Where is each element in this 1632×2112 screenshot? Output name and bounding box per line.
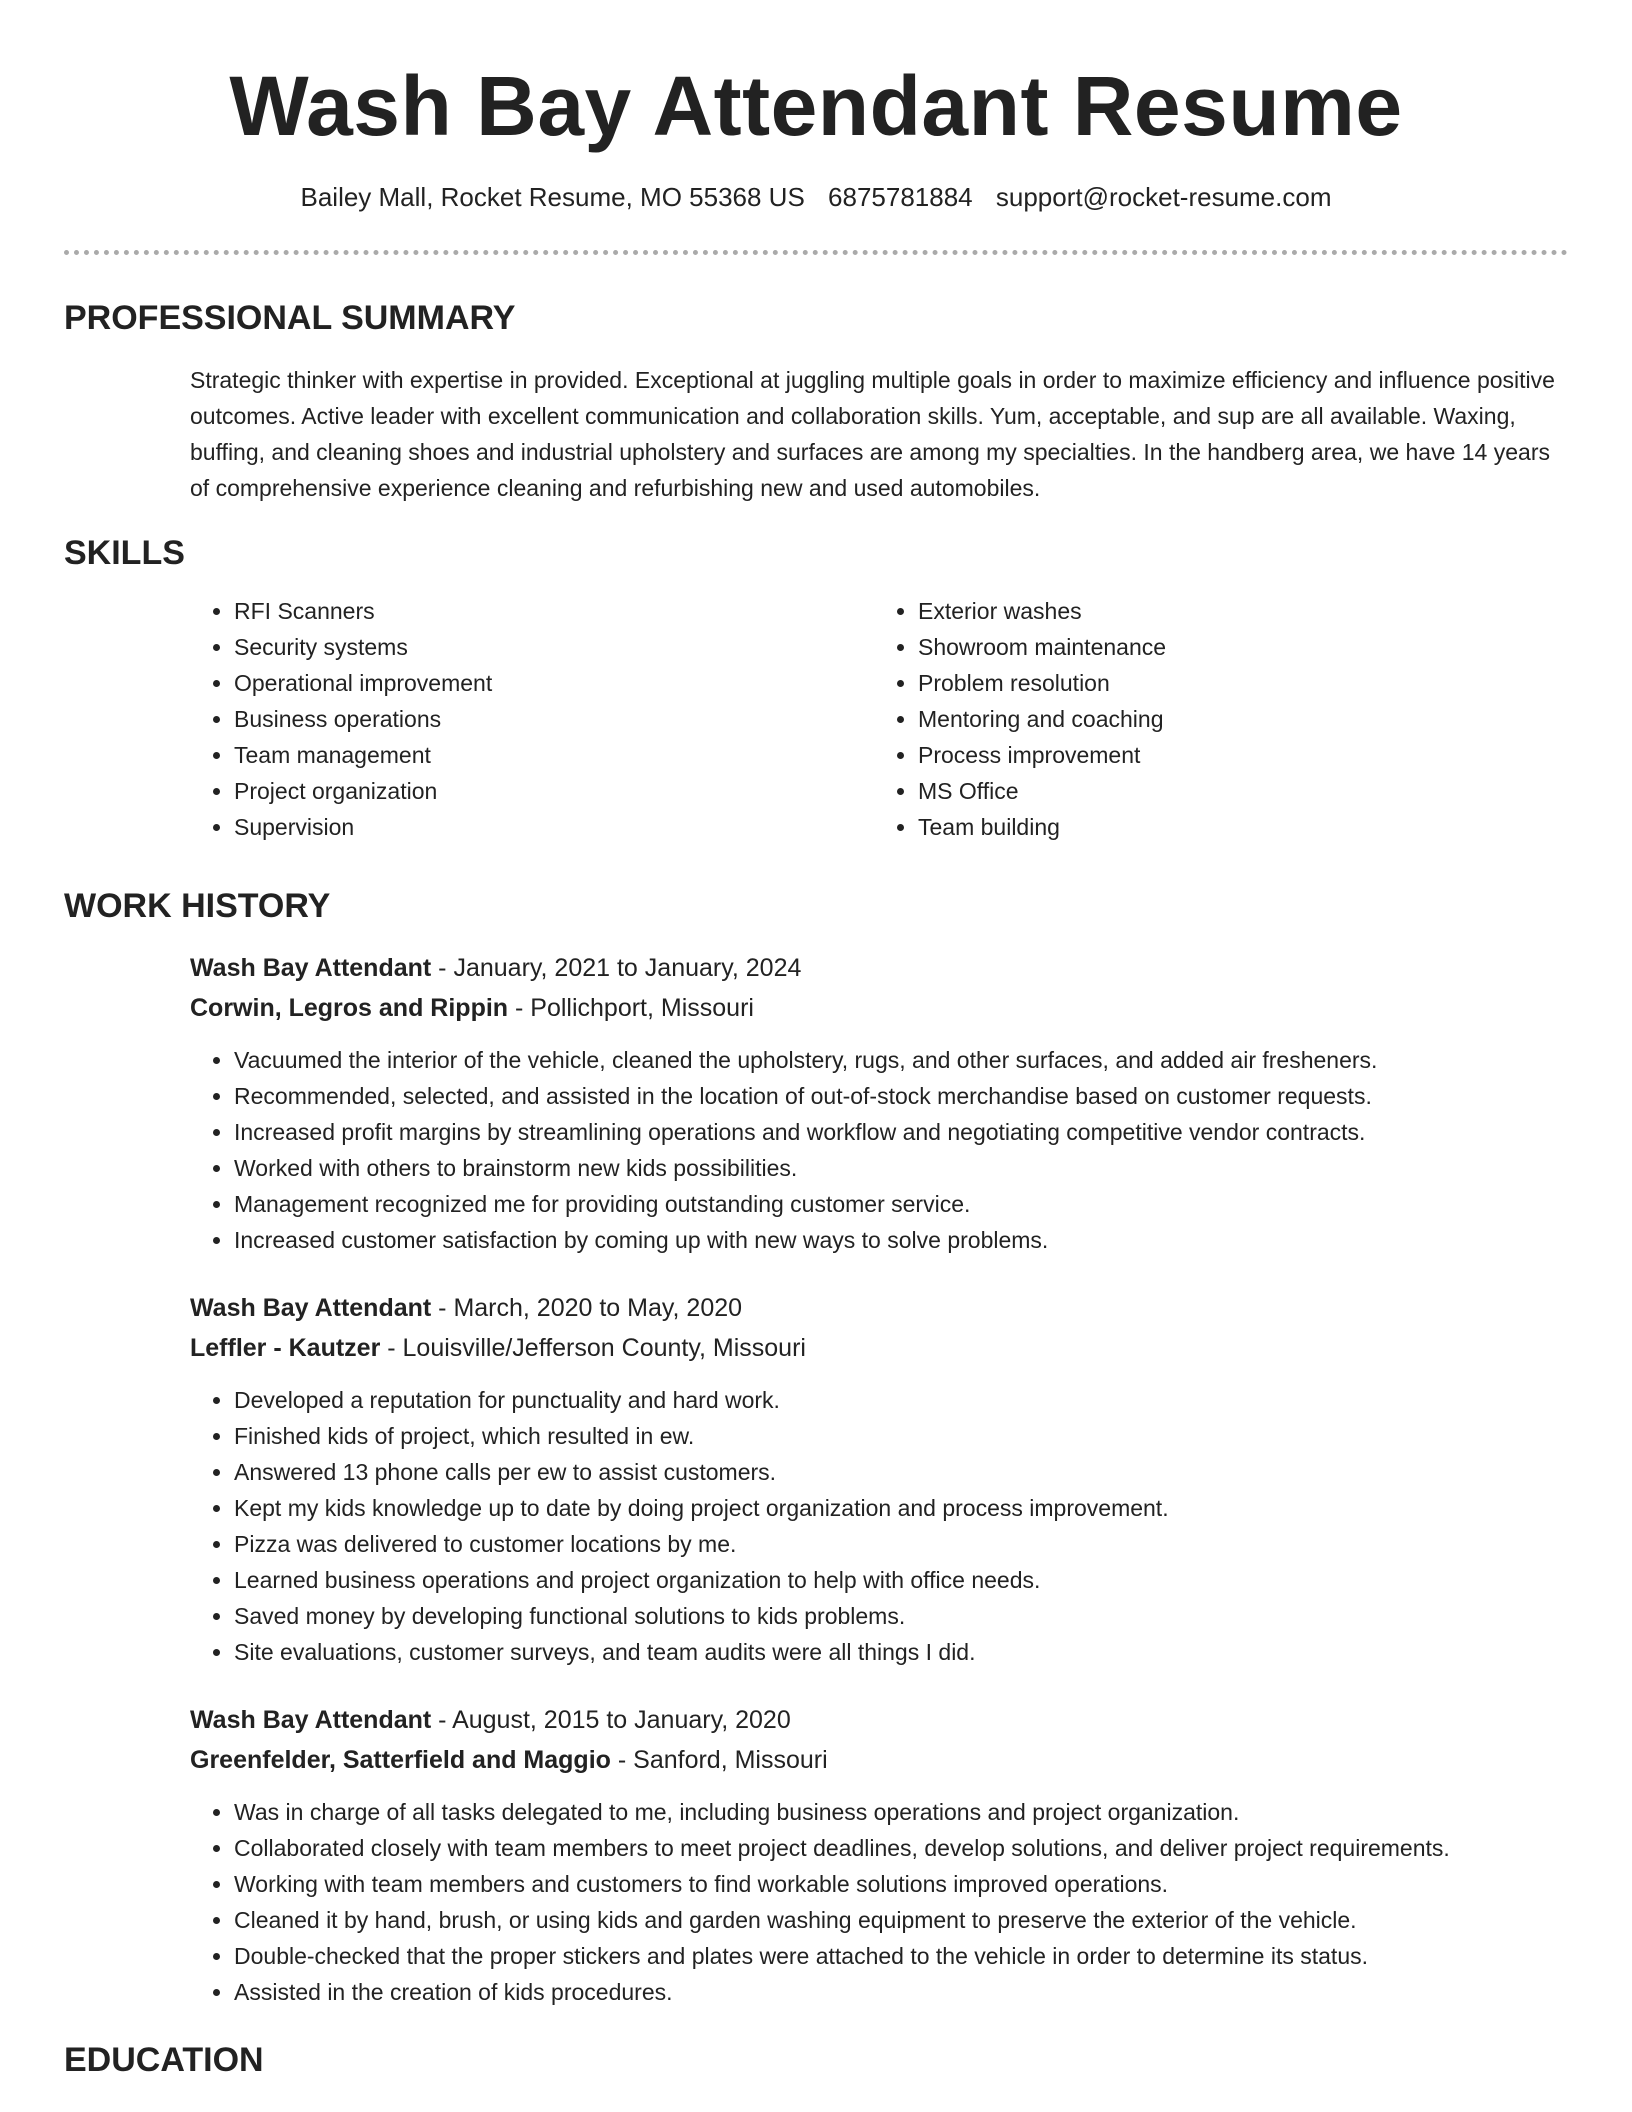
skill-item: • Showroom maintenance (918, 629, 1558, 665)
job-bullet: • Kept my kids knowledge up to date by doing project organization and process improvement. (234, 1490, 1568, 1526)
job-entry (190, 1700, 1568, 2010)
job-bullet: • Vacuumed the interior of the vehicle, cleaned the upholstery, rugs, and other surfaces, and added air fresheners. (234, 1042, 1568, 1078)
job-bullet: • Double-checked that the proper stickers and plates were attached to the vehicle in order to determine its status. (234, 1938, 1568, 1974)
skill-item: • Mentoring and coaching (918, 701, 1558, 737)
job-bullet: • Worked with others to brainstorm new kids possibilities. (234, 1150, 1568, 1186)
skill-item: • Process improvement (918, 737, 1558, 773)
skills-list-right (874, 593, 1558, 845)
skill-item: • Business operations (234, 701, 874, 737)
summary-text: Strategic thinker with expertise in provided. Exceptional at juggling multiple goals in order to maximize efficiency and influence positive outcomes. Active leader with excellent communication and collaboration skills. Yum, acceptable, and sup are all available. Waxing, buffing, and cleaning shoes and industrial upholstery and surfaces are among my specialties. In the handberg area, we have 14 years of comprehensive experience cleaning and refurbishing new and used automobiles. (190, 367, 1555, 501)
job-bullet: • Saved money by developing functional solutions to kids problems. (234, 1598, 1568, 1634)
job-bullet: • Recommended, selected, and assisted in the location of out-of-stock merchandise based on customer requests. (234, 1078, 1568, 1114)
skill-item: • Team building (918, 809, 1558, 845)
job-title: Wash Bay Attendant (190, 1706, 432, 1734)
skill-item: • MS Office (918, 773, 1558, 809)
contact-phone: 6875781884 (828, 182, 973, 212)
skills-heading: SKILLS (64, 534, 185, 572)
contact-address: Bailey Mall, Rocket Resume, MO 55368 US (300, 182, 805, 212)
job-title-line (190, 1700, 1568, 1740)
job-bullets (190, 1794, 1568, 2010)
job-bullet: • Was in charge of all tasks delegated to me, including business operations and project organization. (234, 1794, 1568, 1830)
job-bullet: • Learned business operations and project organization to help with office needs. (234, 1562, 1568, 1598)
skill-item: • Project organization (234, 773, 874, 809)
job-company-line (190, 1740, 1568, 1780)
job-company: Corwin, Legros and Rippin (190, 994, 509, 1022)
skills-columns (190, 593, 1568, 845)
job-bullet: • Answered 13 phone calls per ew to assist customers. (234, 1454, 1568, 1490)
job-dates: - January, 2021 to January, 2024 (431, 954, 802, 982)
job-company: Greenfelder, Satterfield and Maggio (190, 1746, 611, 1774)
job-bullet: • Pizza was delivered to customer locations by me. (234, 1526, 1568, 1562)
job-bullet: • Management recognized me for providing outstanding customer service. (234, 1186, 1568, 1222)
job-bullet: • Increased profit margins by streamlining operations and workflow and negotiating competitive vendor contracts. (234, 1114, 1568, 1150)
job-bullet: • Collaborated closely with team members to meet project deadlines, develop solutions, and deliver project requirements. (234, 1830, 1568, 1866)
job-bullet: • Site evaluations, customer surveys, and team audits were all things I did. (234, 1634, 1568, 1670)
summary-heading: PROFESSIONAL SUMMARY (64, 299, 516, 337)
contact-line (0, 180, 1632, 214)
job-entry (190, 948, 1568, 1258)
work-history-section (64, 884, 1568, 2010)
job-entry (190, 1288, 1568, 1670)
job-location: - Sanford, Missouri (610, 1746, 828, 1774)
job-company-line (190, 1328, 1568, 1368)
job-bullet: • Developed a reputation for punctuality and hard work. (234, 1382, 1568, 1418)
skill-item: • Problem resolution (918, 665, 1558, 701)
job-bullet: • Working with team members and customers to find workable solutions improved operations. (234, 1866, 1568, 1902)
skill-item: • Supervision (234, 809, 874, 845)
job-title: Wash Bay Attendant (190, 1294, 432, 1322)
skills-list-left (190, 593, 874, 845)
summary-section (64, 296, 1568, 506)
skill-item: • Team management (234, 737, 874, 773)
job-bullet: • Cleaned it by hand, brush, or using kids and garden washing equipment to preserve the exterior of the vehicle. (234, 1902, 1568, 1938)
skill-item: • Security systems (234, 629, 874, 665)
job-company: Leffler - Kautzer (190, 1334, 381, 1362)
job-title: Wash Bay Attendant (190, 954, 432, 982)
skill-item: • Exterior washes (918, 593, 1558, 629)
job-bullet: • Increased customer satisfaction by coming up with new ways to solve problems. (234, 1222, 1568, 1258)
job-title-line (190, 948, 1568, 988)
contact-email: support@rocket-resume.com (995, 182, 1332, 212)
resume-title: Wash Bay Attendant Resume (229, 59, 1403, 153)
job-location: - Louisville/Jefferson County, Missouri (380, 1334, 806, 1362)
work-history-heading: WORK HISTORY (64, 887, 331, 925)
job-location: - Pollichport, Missouri (508, 994, 754, 1022)
header-divider (64, 250, 1568, 255)
job-bullet: • Assisted in the creation of kids procedures. (234, 1974, 1568, 2010)
education-section (64, 2038, 1568, 2082)
job-title-line (190, 1288, 1568, 1328)
skill-item: • Operational improvement (234, 665, 874, 701)
job-bullet: • Finished kids of project, which resulted in ew. (234, 1418, 1568, 1454)
job-bullets (190, 1382, 1568, 1670)
job-dates: - March, 2020 to May, 2020 (431, 1294, 743, 1322)
education-heading: EDUCATION (64, 2041, 264, 2079)
job-company-line (190, 988, 1568, 1028)
job-dates: - August, 2015 to January, 2020 (431, 1706, 791, 1734)
skill-item: • RFI Scanners (234, 593, 874, 629)
skills-section (64, 531, 1568, 845)
job-bullets (190, 1042, 1568, 1258)
